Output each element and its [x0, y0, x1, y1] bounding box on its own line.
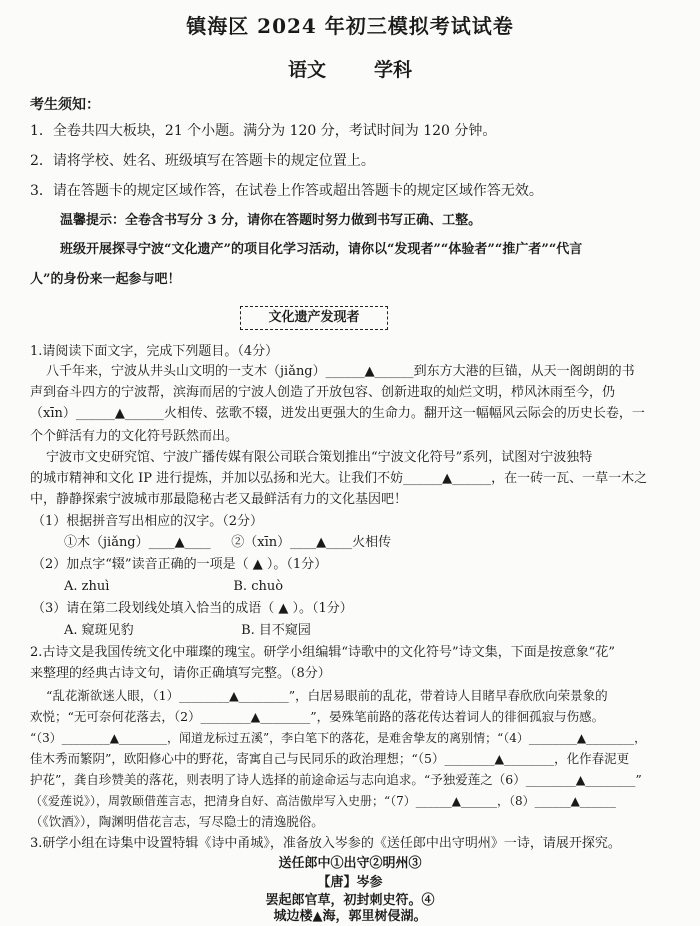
passage-line: 个个鲜活有力的文化符号跃然而出。 [30, 429, 239, 444]
passage-line: 中，静静探索宁波城市那最隐秘古老又最鲜活有力的文化基因吧！ [30, 492, 408, 507]
intro-text: 人”的身份来一起参与吧！ [30, 272, 181, 287]
question-2-stem: 2.古诗文是我国传统文化中璀璨的瑰宝。研学小组编辑“诗歌中的文化符号”诗文集，下面是按意象“花” [30, 645, 615, 660]
poem-fill-line: 欢悦；“无可奈何花落去，（2）________▲________”，晏殊笔前路的落花传达着词人的徘徊孤寂与伤感。 [30, 709, 605, 724]
subject-name: 语文 [287, 59, 326, 81]
notice-item: 2．请将学校、姓名、班级填写在答题卡的规定位置上。 [30, 153, 375, 169]
poem-line: 罢起郎官草，初封刺史符。④ [265, 893, 435, 908]
poem-author: 【唐】岑参 [317, 875, 383, 890]
poem-fill-line: “乱花渐欲迷人眼，（1）________▲________”，白居易眼前的乱花，带着诗人目睹早春欣欣向荣景象的 [46, 688, 608, 703]
subject-suffix: 学科 [374, 59, 413, 81]
question-2-stem: 来整理的经典古诗文句，请你正确填写完整。（8分） [30, 666, 331, 681]
passage-line: 的城市精神和文化 IP 进行提炼，并加以弘扬和光大。让我们不妨______▲______，在一砖一瓦、一草一木之 [30, 471, 648, 486]
subject-title [0, 55, 700, 82]
exam-title: 镇海区 2024 年初三模拟考试试卷 [186, 14, 514, 38]
passage-line: 八千年来，宁波从井头山文明的一支木（jiǎng）______▲______到东方大港的巨锚，从天一阁朗朗的书 [46, 364, 635, 379]
subquestion: （3）请在第二段划线处填入恰当的成语（ ▲ ）。（1分） [32, 601, 353, 616]
answer-options: A. zhuì B. chuò [64, 579, 284, 594]
passage-line: （xīn）______▲______火相传、弦歌不辍，迸发出更强大的生命力。翻开这一幅幅风云际会的历史长卷，一 [30, 406, 645, 421]
notice-item: 3．请在答题卡的规定区域作答，在试卷上作答或超出答题卡的规定区域作答无效。 [30, 183, 543, 199]
warm-tip: 温馨提示：全卷含书写分 3 分，请你在答题时努力做到书写正确、工整。 [60, 213, 482, 228]
question-3-stem: 3.研学小组在诗集中设置特辑《诗中甬城》，准备放入岑参的《送任郎中出守明州》一诗，请展开探究。 [30, 836, 621, 851]
section-box-discoverer: 文化遗产发现者 [240, 306, 388, 330]
poem-title: 送任郎中①出守②明州③ [278, 856, 422, 871]
subquestion: （2）加点字“辍”读音正确的一项是（ ▲ ）。（1分） [32, 557, 328, 572]
notice-heading: 考生须知： [30, 97, 100, 113]
poem-line: 城边楼▲海，郭里树侵湖。 [273, 909, 427, 924]
passage-line: 声到奋斗四方的宁波帮，滨海而居的宁波人创造了开放包容、创新进取的灿烂文明，栉风沐雨至今，仍 [30, 385, 616, 400]
poem-fill-line: 护花”，龚自珍赞美的落花，则表明了诗人选择的前途命运与志向追求。“予独爱莲之（6）________▲________” [30, 772, 642, 787]
answer-options: A. 窥斑见豹 B. 目不窥园 [64, 623, 311, 638]
poem-fill-line: “（3）________▲________，闻道龙标过五溪”，李白笔下的落花，是难舍挚友的离别情；“（4）________▲________， [30, 731, 647, 745]
subquestion-blanks: ①木（jiǎng）____▲____ ②（xīn）____▲____火相传 [64, 535, 392, 550]
passage-line: 宁波市文史研究馆、宁波广播传媒有限公司联合策划推出“宁波文化符号”系列，试图对宁波独特 [46, 450, 593, 465]
poem-fill-line: （《爱莲说》），周敦颐借莲言志，把清身自好、高洁傲岸写入史册；“（7）______▲______，（8）______▲______ [30, 794, 616, 808]
poem-fill-line: 佳木秀而繁阴”，欧阳修心中的野花，寄寓自己与民同乐的政治理想；“（5）________▲________，化作春泥更 [30, 751, 630, 766]
poem-fill-line: （《饮酒》），陶渊明借花言志，写尽隐士的清逸脱俗。 [30, 814, 324, 829]
question-1-stem: 1.请阅读下面文字，完成下列题目。（4分） [30, 344, 279, 359]
intro-text: 班级开展探寻宁波“文化遗产”的项目化学习活动，请你以“发现者”“体验者”“推广者”“代言 [60, 242, 583, 257]
notice-item: 1．全卷共四大板块，21 个小题。满分为 120 分，考试时间为 120 分钟。 [30, 123, 497, 139]
subquestion: （1）根据拼音写出相应的汉字。（2分） [32, 514, 264, 529]
